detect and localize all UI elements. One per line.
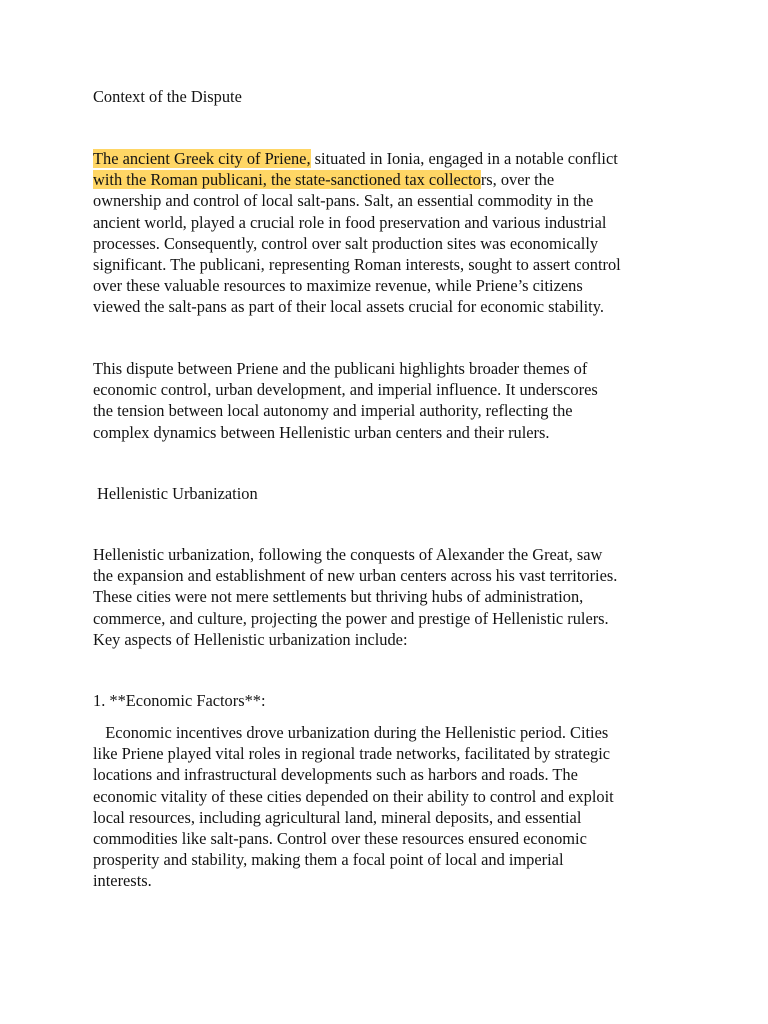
list-item-title: 1. **Economic Factors**:: [93, 691, 266, 710]
paragraph-line: Economic incentives drove urbanization during the Hellenistic period. Cities: [93, 723, 609, 742]
paragraph-line: This dispute between Priene and the publicani highlights broader themes of: [93, 359, 588, 378]
paragraph-line: the tension between local autonomy and imperial authority, reflecting the: [93, 401, 573, 421]
line-text: situated in Ionia, engaged in a notable conflict: [310, 149, 618, 168]
paragraph-line: processes. Consequently, control over salt production sites was economically: [93, 233, 599, 253]
paragraph-line: over these valuable resources to maximize revenue, while Priene’s citizens: [93, 276, 583, 296]
paragraph-line: like Priene played vital roles in regional trade networks, facilitated by strategic: [93, 744, 611, 764]
paragraph-line: prosperity and stability, making them a focal point of local and imperial: [93, 850, 564, 870]
paragraph-line: economic vitality of these cities depended on their ability to control and exploit: [93, 786, 614, 806]
section-heading-context: [93, 86, 693, 107]
highlighted-text: with the Roman publicani, the state-sanctioned tax collecto: [93, 170, 481, 190]
paragraph-dispute-themes: [93, 358, 693, 443]
section-heading-hellenistic: [97, 483, 697, 504]
paragraph-line: [93, 148, 693, 169]
paragraph-line: ownership and control of local salt-pans. Salt, an essential commodity in the: [93, 191, 594, 211]
paragraph-line: commerce, and culture, projecting the power and prestige of Hellenistic rulers.: [93, 608, 609, 628]
highlighted-text: The ancient Greek city of Priene,: [93, 149, 311, 168]
paragraph-line: commodities like salt-pans. Control over these resources ensured economic: [93, 829, 587, 849]
paragraph-line: economic control, urban development, and imperial influence. It underscores: [93, 380, 598, 400]
paragraph-line: interests.: [93, 871, 152, 891]
paragraph-line: [93, 169, 693, 190]
paragraph-line: ancient world, played a crucial role in food preservation and various industrial: [93, 212, 607, 232]
paragraph-dispute-context: [93, 148, 693, 318]
paragraph-line: These cities were not mere settlements but thriving hubs of administration,: [93, 587, 584, 607]
heading-text: Context of the Dispute: [93, 87, 242, 106]
paragraph-line: the expansion and establishment of new urban centers across his vast territories.: [93, 566, 618, 586]
paragraph-line: Key aspects of Hellenistic urbanization include:: [93, 629, 408, 649]
list-item-body-economic-factors: [93, 722, 693, 892]
line-text: rs, over the: [480, 170, 555, 190]
list-item-title-economic-factors: [93, 690, 693, 711]
heading-text: Hellenistic Urbanization: [97, 484, 258, 503]
paragraph-line: locations and infrastructural developments such as harbors and roads. The: [93, 765, 578, 785]
paragraph-line: significant. The publicani, representing Roman interests, sought to assert control: [93, 255, 621, 275]
paragraph-hellenistic-urbanization: [93, 544, 693, 650]
paragraph-line: Hellenistic urbanization, following the conquests of Alexander the Great, saw: [93, 545, 603, 564]
paragraph-line: local resources, including agricultural land, mineral deposits, and essential: [93, 807, 582, 827]
paragraph-line: complex dynamics between Hellenistic urban centers and their rulers.: [93, 422, 550, 442]
paragraph-line: viewed the salt-pans as part of their local assets crucial for economic stability.: [93, 297, 604, 317]
